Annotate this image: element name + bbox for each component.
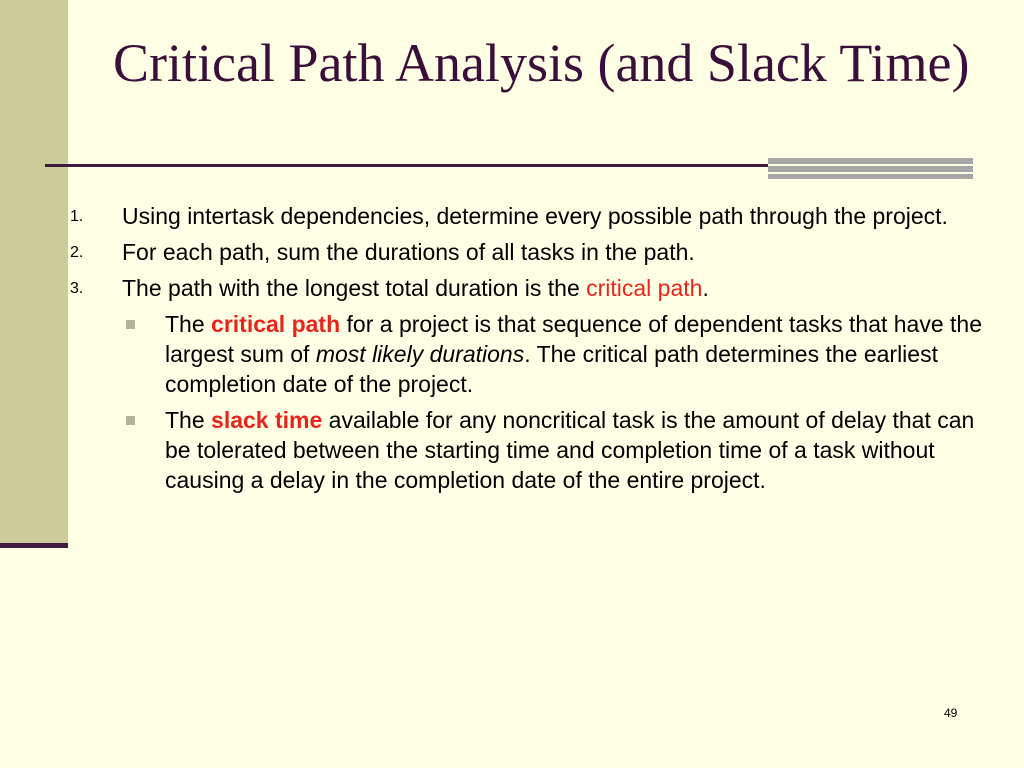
square-bullet-icon bbox=[126, 320, 135, 329]
most-likely-durations-emphasis: most likely durations bbox=[315, 341, 525, 367]
sub-bullet-text-end: available for any noncritical task is the amount of delay that can be tolerated between the starting time and completion time of a task without causing a delay in the completion date of the entire project. bbox=[165, 407, 975, 493]
item-text: Using intertask dependencies, determine every possible path through the project. bbox=[122, 203, 948, 229]
sub-bullet-item bbox=[70, 309, 990, 399]
item-text: For each path, sum the durations of all tasks in the path. bbox=[122, 239, 695, 265]
numbered-item bbox=[70, 201, 990, 231]
sub-bullet-text: for a project is that sequence of dependent tasks that have the largest sum of bbox=[165, 311, 983, 367]
item-number: 1. bbox=[70, 208, 84, 225]
numbered-item bbox=[70, 273, 990, 303]
slide-body bbox=[70, 201, 990, 501]
slide-title: Critical Path Analysis (and Slack Time) bbox=[113, 33, 970, 93]
page-number: 49 bbox=[944, 706, 958, 720]
sub-bullet-item bbox=[70, 405, 990, 495]
side-band bbox=[0, 0, 68, 545]
item-text: The path with the longest total duration is the bbox=[122, 275, 587, 301]
item-text-end: . bbox=[702, 275, 709, 301]
sub-bullet-prefix: The bbox=[165, 407, 212, 433]
square-bullet-icon bbox=[126, 416, 135, 425]
critical-path-highlight: critical path bbox=[586, 275, 703, 301]
item-number: 3. bbox=[70, 280, 84, 297]
slack-time-term: slack time bbox=[211, 407, 323, 433]
title-divider-accent bbox=[768, 158, 973, 179]
numbered-item bbox=[70, 237, 990, 267]
critical-path-term: critical path bbox=[211, 311, 341, 337]
sub-bullet-prefix: The bbox=[165, 311, 212, 337]
sub-bullet-text-end: . The critical path determines the earliest completion date of the project. bbox=[165, 341, 938, 397]
side-band-bar bbox=[0, 543, 68, 548]
item-number: 2. bbox=[70, 244, 84, 261]
